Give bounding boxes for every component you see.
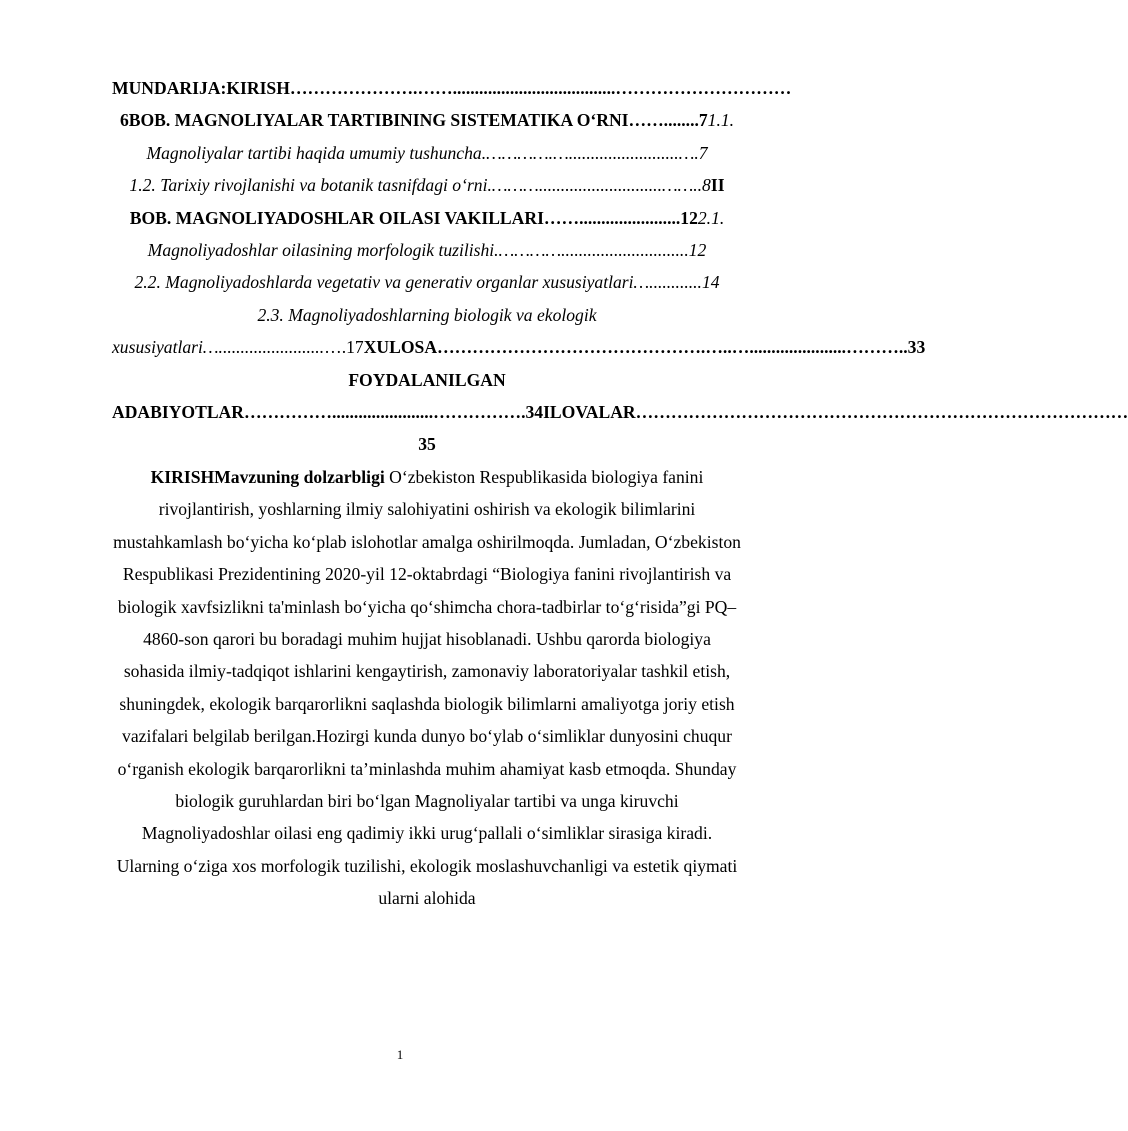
toc-section-1-2: 1.2. Tarixiy rivojlanishi va botanik tasnifdagi o‘rni.………............................……..8 [129,175,711,196]
page-content [112,72,1128,915]
toc-chapter-2: II BOB. MAGNOLIYADOSHLAR OILASI VAKILLARI…….......................12 [129,175,725,228]
toc-xulosa: XULOSA……………………………………….…..…......................………..33 [363,337,926,358]
toc-chapter-1: BOB. MAGNOLIYALAR TARTIBINING SISTEMATIKA O‘RNI……........7 [128,110,708,131]
intro-heading: KIRISHMavzuning dolzarbligi [150,466,385,487]
toc-section-2-3-page: ….17 [324,337,364,358]
toc-mundarija-kirish: MUNDARIJA:KIRISH………………….…….....................................…………………………6 [112,78,792,131]
toc-section-2-3: 2.3. Magnoliyadoshlarning biologik va ekologik xususiyatlari…........................ [112,304,597,358]
toc-section-2-2: 2.2. Magnoliyadoshlarda vegetativ va generativ organlar xususiyatlari…............14 [134,272,720,293]
toc-section-2-1: 2.1. Magnoliyadoshlar oilasining morfologik tuzilishi.………….............................12 [147,207,725,261]
intro-body: O‘zbekiston Respublikasida biologiya fanini rivojlantirish, yoshlarning ilmiy salohiyatini oshirish va ekologik bilimlarini mustahkamlash bo‘yicha ko‘plab islohotlar amalga oshirilmoqda. Jumladan, O‘zbekiston Respublikasi Prezidentining 2020-yil 12-oktabrdagi “Biologiya fanini rivojlantirish va biologik xavfsizlikni ta'minlash bo‘yicha qo‘shimcha chora-tadbirlar to‘g‘risida”gi PQ–4860-son qarori bu boradagi muhim hujjat hisoblanadi. Ushbu qarorda biologiya sohasida ilmiy-tadqiqot ishlarini kengaytirish, zamonaviy laboratoriyalar tashkil etish, shuningdek, ekologik barqarorlikni saqlashda biologik bilimlarni amaliyotga joriy etish vazifalari belgilab berilgan.Hozirgi kunda dunyo bo‘ylab o‘simliklar dunyosini chuqur o‘rganish ekologik barqarorlikni ta’minlashda muhim ahamiyat kasb etmoqda. Shunday biologik guruhlardan biri bo‘lgan Magnoliyalar tartibi va unga kiruvchi Magnoliyadoshlar oilasi eng qadimiy ikki urug‘pallali o‘simliklar sirasiga kiradi. Ularning o‘ziga xos morfologik tuzilishi, ekologik moslashuvchanligi va estetik qiymati ularni alohida [113,466,741,909]
toc-ilovalar: ILOVALAR…………………………………………………………………………35 [418,402,1128,455]
intro-paragraph [112,461,742,915]
toc-foydalanilgan-adabiyotlar: FOYDALANILGAN ADABIYOTLAR…………….......................…………….34 [112,369,544,423]
table-of-contents [112,72,1128,461]
page-number: 1 [396,1047,404,1062]
toc-section-1-1: 1.1. Magnoliyalar tartibi haqida umumiy tushuncha.………….….........................….7 [146,110,735,163]
